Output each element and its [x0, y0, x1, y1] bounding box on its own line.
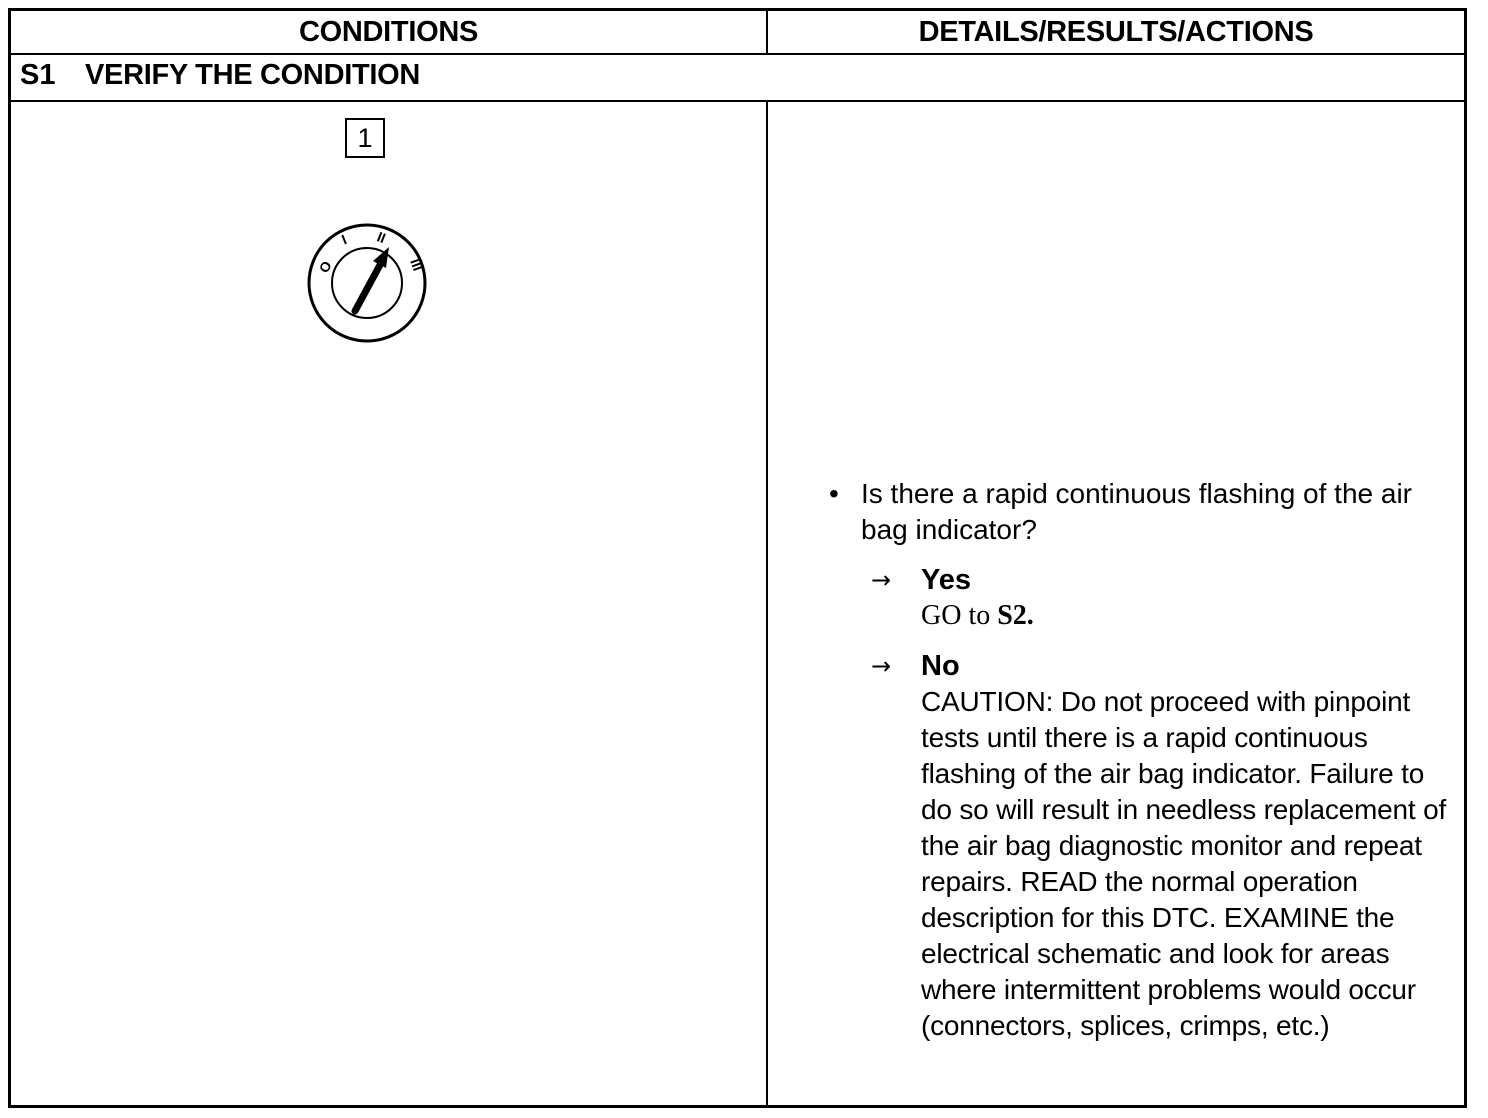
bullet-icon: •	[829, 478, 839, 509]
details-cell	[768, 102, 1464, 1105]
arrow-right-icon: →	[871, 652, 892, 680]
answer-no-label: No	[921, 650, 960, 682]
conditions-header: CONDITIONS	[11, 11, 768, 53]
ignition-position-off: O	[315, 258, 335, 276]
ignition-switch-icon	[305, 221, 429, 345]
arrow-right-icon: →	[871, 566, 892, 594]
question-text: Is there a rapid continuous flashing of the air bag indicator?	[861, 478, 1413, 545]
answer-yes-action-prefix: GO to	[921, 600, 991, 631]
details-header: DETAILS/RESULTS/ACTIONS	[918, 16, 1314, 48]
answer-yes	[871, 562, 1461, 634]
conditions-cell	[11, 102, 768, 1105]
ignition-position-start: III	[407, 256, 427, 273]
step-id: S1	[20, 59, 56, 91]
answer-no-action: CAUTION: Do not proceed with pinpoint tests until there is a rapid continuous flashing of the air bag indicator. Failure to do so will result in needless replacement of the air bag diagnostic monitor and repeat repairs. READ the normal operation description for this DTC. EXAMINE the electrical schematic and look for areas where intermittent problems would occur (connectors, splices, crimps, etc.)	[921, 686, 1447, 1041]
question	[829, 476, 1421, 548]
diagnostic-table	[8, 8, 1467, 1108]
answer-yes-action	[921, 598, 1461, 634]
answer-no	[871, 648, 1461, 1044]
ignition-position-on: II	[374, 228, 389, 247]
condition-number-box: 1	[345, 118, 385, 158]
step-row	[11, 55, 1464, 102]
table-header-row	[11, 11, 1464, 55]
ignition-position-accessory: I	[339, 231, 349, 248]
answer-yes-action-target: S2.	[997, 600, 1034, 631]
answer-yes-label: Yes	[921, 564, 971, 596]
step-title: VERIFY THE CONDITION	[85, 59, 421, 91]
